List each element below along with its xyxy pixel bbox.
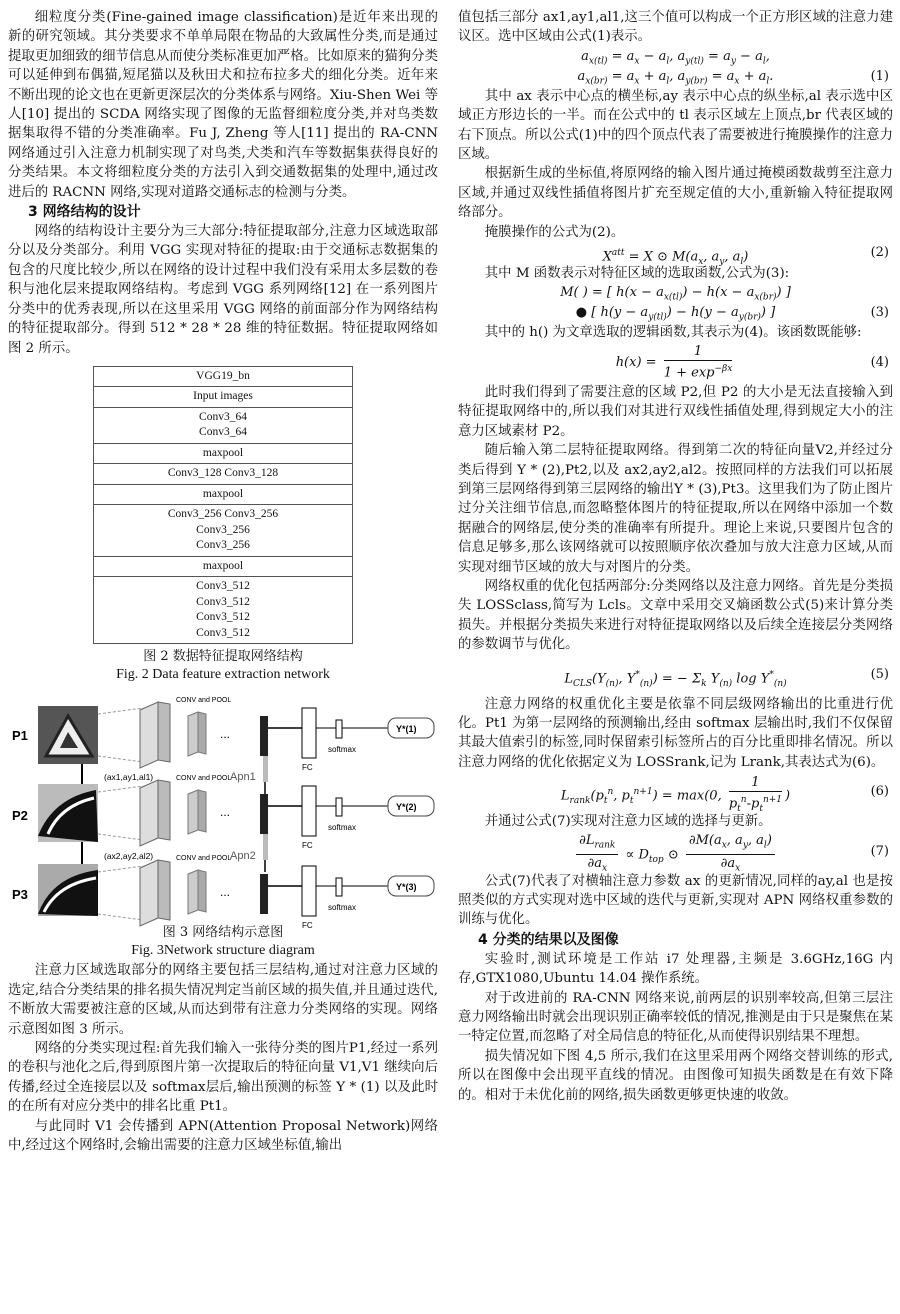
output-label: Y*(2) <box>396 802 417 813</box>
output-label: Y*(1) <box>396 724 417 735</box>
equation-6-number: (6) <box>870 784 889 800</box>
vgg-layer-label: Conv3_512 <box>196 580 250 593</box>
attention-weights-paragraph: 注意力网络的权重优化主要是依靠不同层级网络输出的比重进行优化。Pt1 为第一层网络的预测输出,经由 softmax 层输出时,我们不仅保留其最大值索引的标签,同时保留索引标签所占的百分比重即排名情况。所以注意力网络的优化依据定义为 LOSSrank,记为 Lrank,其表达式为(6)。 <box>458 696 893 770</box>
vgg-layer-label: Conv3_64 <box>199 426 247 439</box>
vgg-layer-label: Input images <box>193 390 253 403</box>
softmax-block <box>336 720 342 738</box>
coords-label-1: (ax1,ay1,al1) <box>104 772 154 783</box>
fc-block <box>302 786 316 836</box>
equation-6: $L_{rank}(p_t^n$, $p_t^{n+1}) = \max(0$, $\frac{1}{p_t^n-p_t^{n+1}}$ ) (6) <box>458 772 893 812</box>
fig2-caption-cn: 图 2 数据特征提取网络结构 <box>143 649 303 665</box>
projection-line <box>98 786 143 792</box>
mask-paragraph: 掩膜操作的公式为(2)。 <box>484 224 625 240</box>
ellipsis-label: ... <box>220 805 231 820</box>
pool-block <box>188 712 198 756</box>
vgg-table <box>93 366 353 645</box>
layer2-paragraph: 随后输入第二层特征提取网络。得到第二次的特征向量V2,并经过分类后得到 Y * (2),Pt2,以及 ax2,ay2,al2。按照同样的方法我们可以拓展到第三层网络得到第三层网络的输出Y * (3),Pt3。这里我们为了防止图片过分关注细节信息,而忽略整体图片的特征提取,所以在网络中添加一个数据融合的网络层,使分类的准确率有所提升。理论上来说,只要图片包含的信息足够多,那么该网络就可以按照顺序依次叠加与放大注意力区域,从而实现对细节区域的放大与对图片的分类。 <box>458 443 893 575</box>
apn-label-1: Apn1 <box>230 771 256 784</box>
vgg-layer-label: maxpool <box>202 487 244 500</box>
equation-3b: ● [ $h(y - a_{y(tl)}) - h(y - a_{y(br)})$ ] (3) <box>575 305 889 324</box>
row-label-p2: P2 <box>12 808 28 824</box>
input-image-p3 <box>38 864 98 916</box>
vgg-layer-label: maxpool <box>202 446 244 459</box>
output-label: Y*(3) <box>396 882 417 893</box>
coords-label-2: (ax2,ay2,al2) <box>104 851 154 862</box>
equation-3a: M( ) = [ $h(x - a_{x(tl)}) - h(x - a_{x(br)})$ ] <box>560 285 791 304</box>
softmax-label: softmax <box>328 745 357 755</box>
softmax-block <box>336 798 342 816</box>
vgg-block <box>94 463 352 484</box>
conv-block <box>140 860 158 926</box>
apn-paragraph: 与此同时 V1 会传播到 APN(Attention Proposal Network)网络中,经过这个网络时,会输出需要的注意力区域坐标值,输出 <box>8 1118 438 1154</box>
vgg-layer-label: VGG19_bn <box>196 369 250 382</box>
conv-pool-label: CONV and POOL <box>176 697 232 705</box>
fig3-caption-cn: 图 3 网络结构示意图 <box>162 925 284 941</box>
conv-block-side <box>158 780 170 840</box>
vgg-block <box>94 504 352 556</box>
result-paragraph: 对于改进前的 RA-CNN 网络来说,前两层的识别率较高,但第三层注意力网络输出时就会出现识别正确率较低的情况,推测是由于只是聚焦在某一特定位置,而忽略了对全局信息的特征化,从而使得识别结果不理想。 <box>458 990 893 1045</box>
feature-map <box>260 716 268 756</box>
right-column <box>458 0 893 1105</box>
equation-4: h(x) = $\frac{1}{1 + \exp^{-\beta x}}$ (4) <box>458 343 893 383</box>
intro-paragraph: 细粒度分类(Fine-gained image classification)是近年来出现的新的研究领域。其分类要求不单单局限在物品的大致属性分类,而是通过提取更加细致的细节信息从而使分类标准更加严格。比如原来的猫狗分类可以延伸到布偶猫,短尾猫以及秋田犬和拉布拉多犬的细化分类。近年来不断出现的论文也在更新更深层次的分类体系与网络。Xiu-Shen Wei 等人[10] 提出的 SCDA 网络实现了图像的无监督细粒度分类,并对鸟类数据集取得不错的分类准确率。Fu J, Zheng 等人[11] 提出的 RA-CNN 网络通过引入注意力机制实现了对鸟类,犬类和汽车等数据集获得良好的分类结果。本文将细粒度分类的方法引入到交通数据集的处理中,通过改进后的 RACNN 网络,实现对道路交通标志的检测与分类。 <box>8 10 438 200</box>
left-column <box>8 0 438 1155</box>
feature-map <box>260 794 268 834</box>
section-4-heading: 4 分类的结果以及图像 <box>478 931 619 948</box>
pool-block-side <box>198 870 206 912</box>
conv-pool-label: CONV and POOL <box>176 855 232 863</box>
center-paragraph: 其中 ax 表示中心点的横坐标,ay 表示中心点的纵坐标,al 表示选中区域正方形边长的一半。而在公式中的 tl 表示区域左上顶点,br 代表区域的右下顶点。所以公式(1)中的四个顶点代表了需要被进行掩膜操作的注意力区域。 <box>458 88 893 163</box>
vgg-block <box>94 556 352 577</box>
vgg-layer-label: Conv3_256 <box>196 523 250 536</box>
equation-2-number: (2) <box>870 245 889 261</box>
projection-line <box>98 756 143 762</box>
vgg-block <box>94 407 352 443</box>
fc-label: FC <box>302 921 313 931</box>
fig2-caption-en: Fig. 2 Data feature extraction network <box>116 667 330 683</box>
attention-paragraph: 注意力区域选取部分的网络主要包括三层结构,通过对注意力区域的选定,结合分类结果的排名损失情况判定当前区域的损失值,并且通过迭代,不断放大需要被注意的区域,从而达到带有注意力分类网络的实现。网络示意图如图 3 所示。 <box>8 963 438 1037</box>
weights-paragraph: 网络权重的优化包括两部分:分类网络以及注意力网络。首先是分类损失 LOSSclass,简写为 Lcls。文章中采用交叉熵函数公式(5)来计算分类损失。并根据分类损失来进行对特征提取网络以及后续全连接层分类网络的参数调节与优化。 <box>458 578 893 653</box>
vgg-layer-label: Conv3_256 Conv3_256 <box>167 508 279 521</box>
apn-bar <box>263 834 268 860</box>
m-function-paragraph: 其中 M 函数表示对特征区域的选取函数,公式为(3): <box>484 266 790 282</box>
ellipsis-label: ... <box>220 885 231 900</box>
projection-line <box>98 708 143 714</box>
conv-block <box>140 702 158 768</box>
conv-block <box>140 780 158 846</box>
section-3-heading: 3 网络结构的设计 <box>28 204 141 221</box>
conv-block-side <box>158 702 170 762</box>
equation-7-number: (7) <box>870 843 889 859</box>
vgg-layer-label: maxpool <box>202 559 244 572</box>
coords-paragraph: 值包括三部分 ax1,ay1,al1,这三个值可以构成一个正方形区域的注意力建议区。选中区域由公式(1)表示。 <box>458 10 893 45</box>
equation-2: $X^{att} = X$ ⊙ $M(a_x$, $a_y$, $a_l$) (2) <box>458 242 893 264</box>
equation-1a: $a_{x(tl)} = a_x - a_l$, $a_{y(tl)} = a_y - a_l$, <box>581 48 770 67</box>
feature-map <box>260 874 268 914</box>
conv-pool-label: CONV and POOL <box>176 775 232 783</box>
equation-5: $L_{CLS}(Y_{(n)}$, $Y^*_{(n)}$) = − $\Sigma_k$ $Y_{(n)}$ $\log Y^*_{(n)}$ (5) <box>458 655 893 695</box>
softmax-label: softmax <box>328 823 357 833</box>
crop-paragraph: 根据新生成的坐标值,将原网络的输入图片通过掩模函数裁剪至注意力区域,并通过双线性插值将图片扩充至规定值的大小,重新输入特征提取网络部分。 <box>458 166 893 221</box>
input-image-p2 <box>38 784 98 842</box>
fc-label: FC <box>302 841 313 851</box>
vgg-layer-label: Conv3_512 <box>196 611 250 624</box>
conv-block-side <box>158 860 170 920</box>
fc-label: FC <box>302 763 313 773</box>
vgg-block <box>94 484 352 505</box>
projection-line <box>98 914 143 920</box>
eq7-intro-paragraph: 并通过公式(7)实现对注意力区域的选择与更新。 <box>484 814 772 830</box>
vgg-layer-label: Conv3_512 <box>196 626 250 639</box>
projection-line <box>98 866 143 872</box>
pool-block <box>188 870 198 914</box>
equation-7: $\frac{\partial L_{rank}}{\partial a_x}$ ∝ $D_{top}$ ⊙ $\frac{\partial M(a_x, a_y, a_l)}{\partial a_x}$ (7) <box>458 832 893 872</box>
equation-4-number: (4) <box>870 354 889 370</box>
row-label-p1: P1 <box>12 728 28 744</box>
row-label-p3: P3 <box>12 887 28 903</box>
vgg-block <box>94 443 352 464</box>
equation-1b: $a_{x(br)} = a_x + a_l$, $a_{y(br)} = a_x + a_l$. (1) <box>577 68 889 87</box>
loss-paragraph: 损失情况如下图 4,5 所示,我们在这里采用两个网络交替训练的形式,所以在图像中会出现平直线的情况。由图像可知损失函数是在有效下降的。相对于未优化前的网络,损失函数更够更快速的收敛。 <box>458 1048 893 1103</box>
eq7-desc-paragraph: 公式(7)代表了对横轴注意力参数 ax 的更新情况,同样的ay,al 也是按照类似的方式实现对选中区域的迭代与更新,实现对 APN 网络权重参数的训练与优化。 <box>458 873 893 928</box>
vgg-layer-label: Conv3_64 <box>199 410 247 423</box>
equation-3-number: (3) <box>870 305 889 321</box>
pool-block <box>188 790 198 834</box>
vgg-layer-label: Conv3_256 <box>196 539 250 552</box>
projection-line <box>98 834 143 840</box>
input-image-p1 <box>38 706 98 764</box>
vgg-block <box>94 576 352 643</box>
process-paragraph: 网络的分类实现过程:首先我们输入一张待分类的图片P1,经过一系列的卷积与池化之后,得到原图片第一次提取后的特征向量 V1,V1 继续向后传播,经过全连接层以及 softmax层后,输出预测的标签 Y * (1) 以及此时的在所有对应分类中的排名比重 Pt1。 <box>8 1041 438 1115</box>
ellipsis-label: ... <box>220 727 231 742</box>
p2-paragraph: 此时我们得到了需要注意的区域 P2,但 P2 的大小是无法直接输入到特征提取网络中的,所以我们对其进行双线性插值处理,得到规定大小的注意力区域素材 P2。 <box>458 384 893 439</box>
vgg-layer-label: Conv3_512 <box>196 595 250 608</box>
apn-bar <box>263 756 268 782</box>
fc-block <box>302 708 316 758</box>
structure-paragraph: 网络的结构设计主要分为三大部分:特征提取部分,注意力区域选取部分以及分类部分。利用 VGG 实现对特征的提取:由于交通标志数据集的包含的尺度比较少,所以在网络的设计过程中我们没有采用太多层数的卷积与池化层来提取网络结构。考虑到 VGG 系列网络[12] 在一系列图片分类中的优秀表现,所以在这里采用 VGG 网络的前面部分作为网络结构的特征提取部分。得到 512 * 28 * 28 维的特征数据。特征提取网络如图 2 所示。 <box>8 224 438 356</box>
vgg-block <box>94 386 352 407</box>
apn-label-2: Apn2 <box>230 850 256 863</box>
network-structure-diagram <box>8 686 438 931</box>
softmax-label: softmax <box>328 903 357 913</box>
fc-block <box>302 866 316 916</box>
vgg-layer-label: Conv3_128 Conv3_128 <box>167 467 279 480</box>
pool-block-side <box>198 712 206 754</box>
vgg-block <box>94 367 352 387</box>
h-function-paragraph: 其中的 h() 为文章选取的逻辑函数,其表示为(4)。该函数既能够: <box>484 325 862 341</box>
environment-paragraph: 实验时,测试环境是工作站 i7 处理器,主频是 3.6GHz,16G 内存,GTX1080,Ubuntu 14.04 操作系统。 <box>458 951 893 987</box>
equation-1-number: (1) <box>870 68 889 84</box>
pool-block-side <box>198 790 206 832</box>
softmax-block <box>336 878 342 896</box>
equation-5-number: (5) <box>870 666 889 682</box>
fig3-caption-en: Fig. 3Network structure diagram <box>131 943 315 959</box>
